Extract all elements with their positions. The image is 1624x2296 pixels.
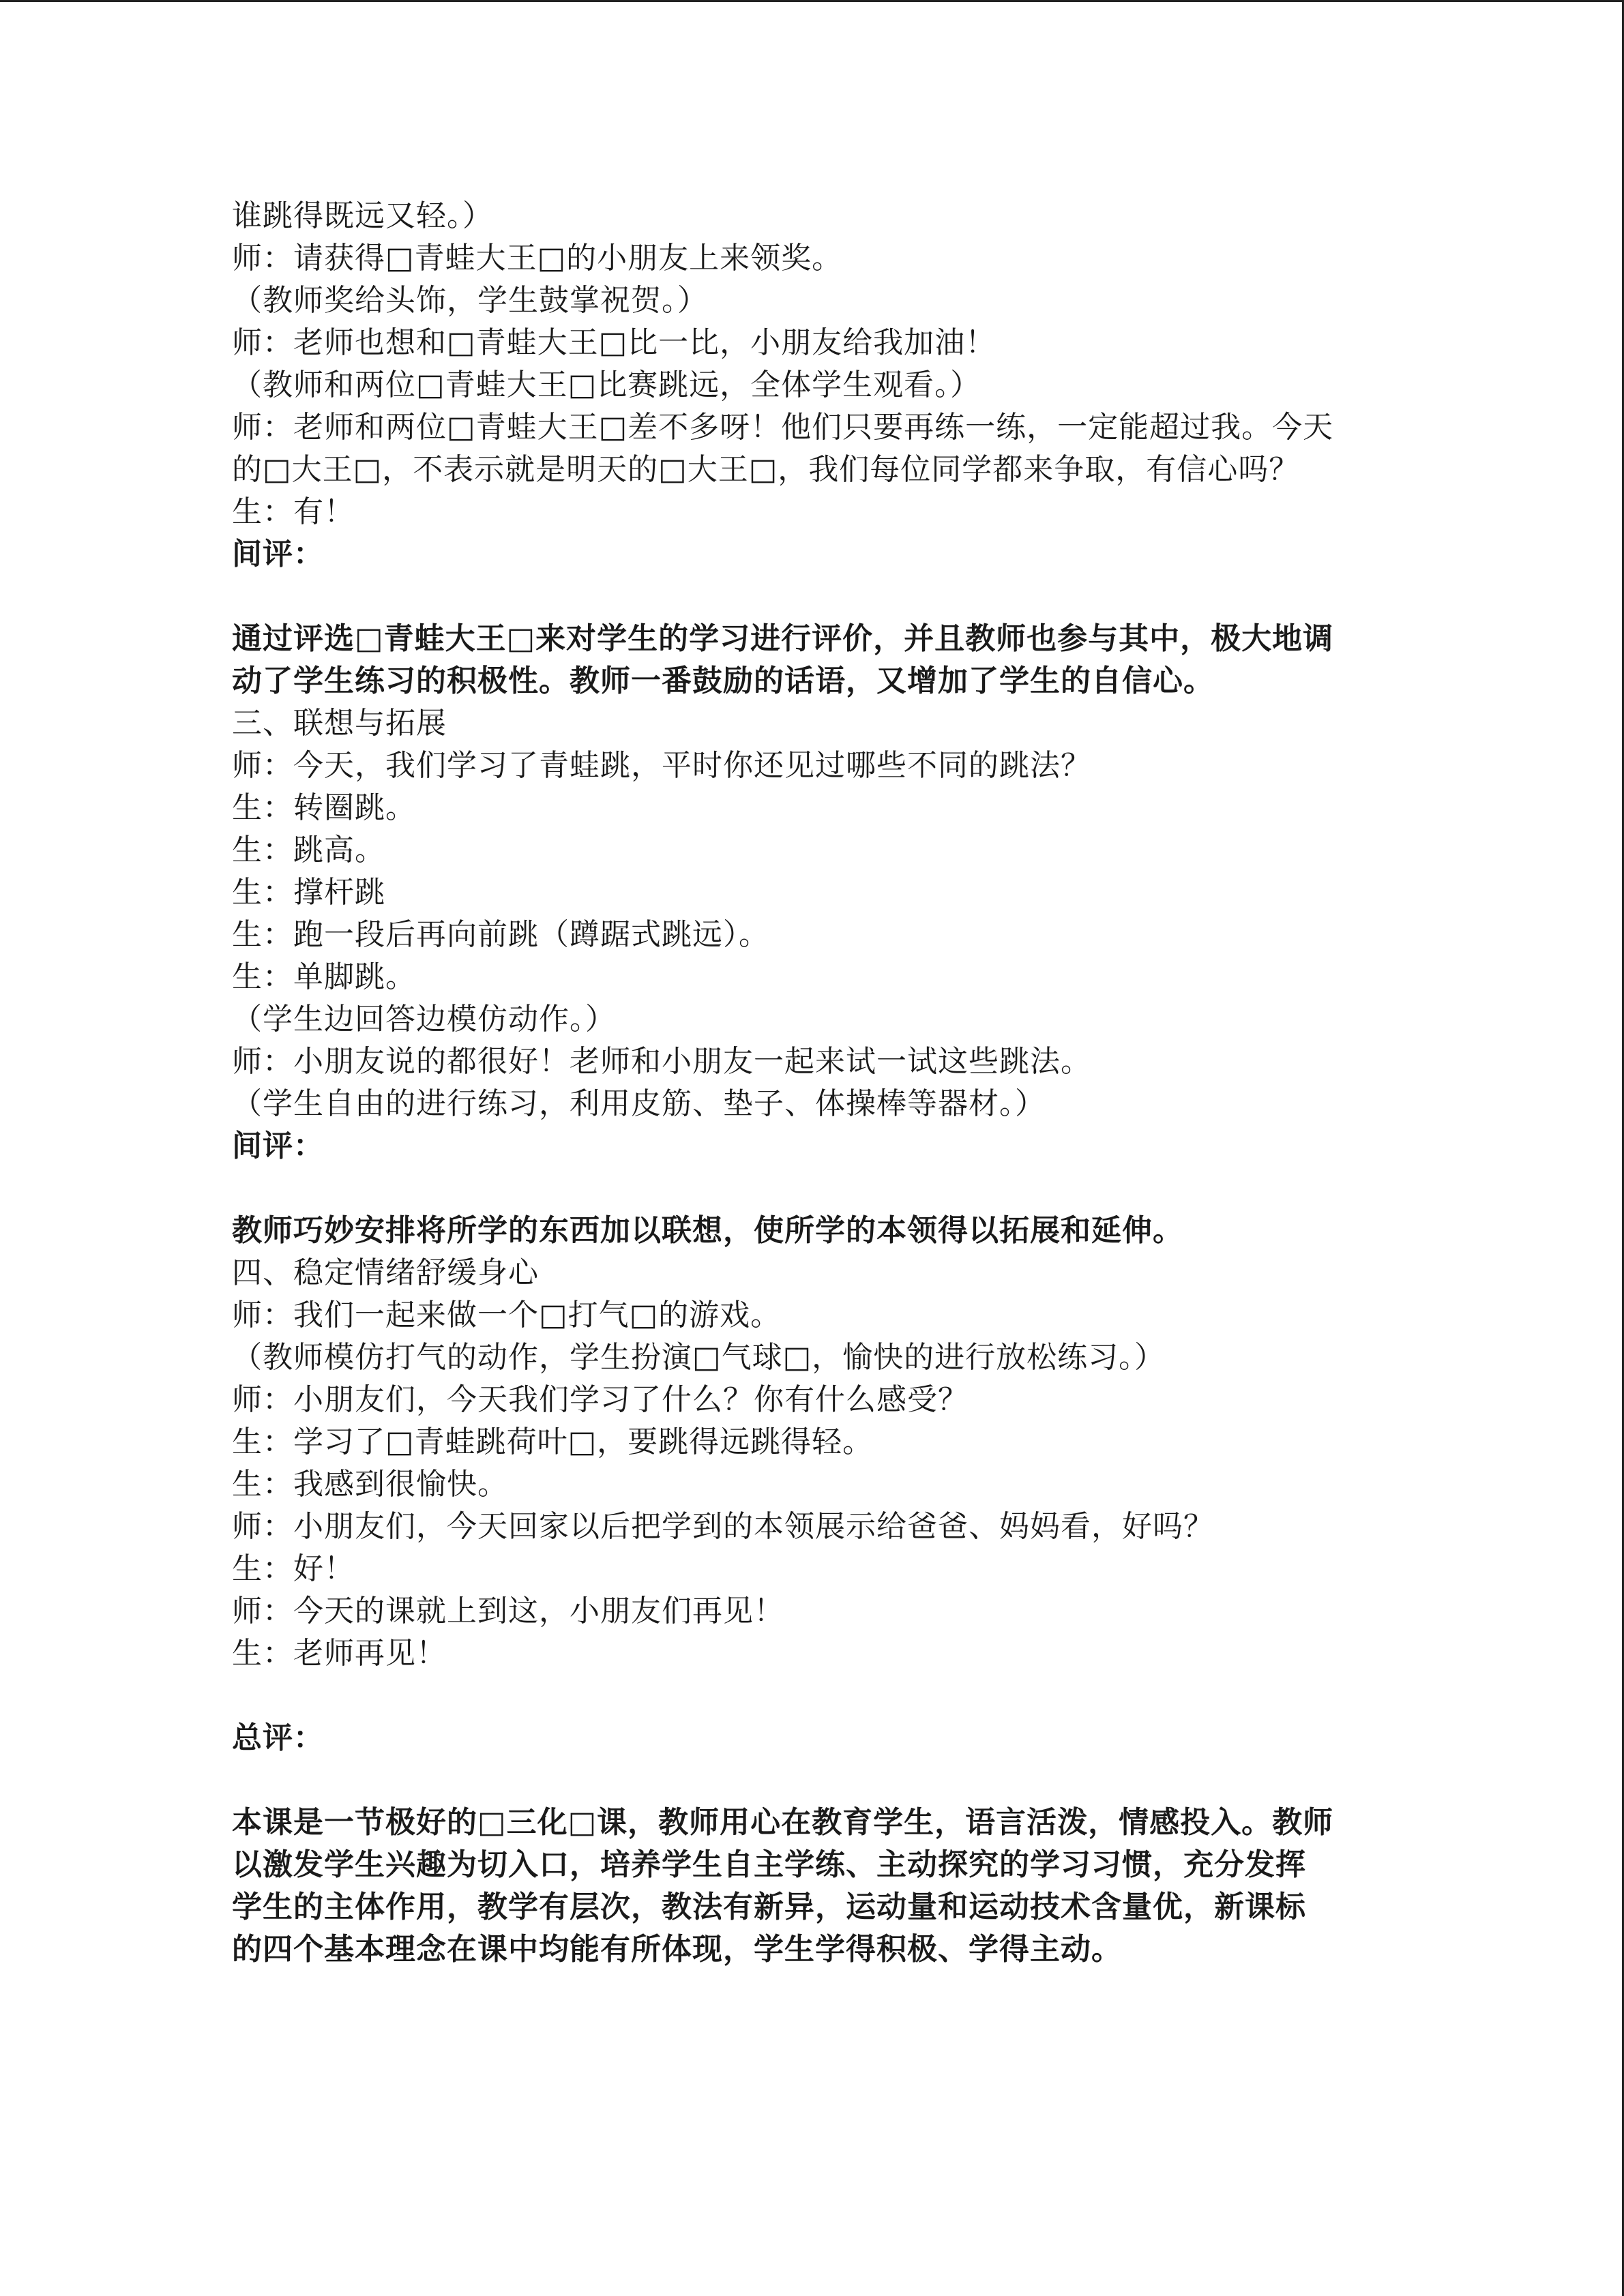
transcript-line: 师：小朋友们，今天回家以后把学到的本领展示给爸爸、妈妈看，好吗？ — [232, 1509, 1214, 1544]
blank-line — [232, 576, 1391, 618]
transcript-line: 师：小朋友们，今天我们学习了什么？你有什么感受？ — [232, 1382, 969, 1417]
commentary-line: 以激发学生兴趣为切入口，培养学生自主学练、主动探究的学习习惯，充分发挥 — [232, 1847, 1306, 1882]
commentary-line: 的四个基本理念在课中均能有所体现，学生学得积极、学得主动。 — [232, 1932, 1122, 1967]
transcript-line: 师：小朋友说的都很好！老师和小朋友一起来试一试这些跳法。 — [232, 1044, 1091, 1079]
blank-line — [232, 1759, 1391, 1802]
commentary-line: 本课是一节极好的□三化□课，教师用心在教育学生，语言活泼，情感投入。教师 — [232, 1805, 1334, 1840]
blank-line — [232, 1167, 1391, 1210]
transcript-line: 生：好！ — [232, 1551, 355, 1586]
page-top-border — [0, 0, 1624, 2]
transcript-line: 生：跳高。 — [232, 833, 385, 867]
transcript-line: 师：我们一起来做一个□打气□的游戏。 — [232, 1298, 782, 1332]
commentary-line: 总评： — [232, 1720, 324, 1755]
transcript-line: 三、联想与拓展 — [232, 706, 447, 741]
transcript-line: 生：学习了□青蛙跳荷叶□，要跳得远跳得轻。 — [232, 1425, 874, 1459]
transcript-line: 的□大王□，不表示就是明天的□大王□，我们每位同学都来争取，有信心吗？ — [232, 452, 1300, 487]
transcript-line: 师：老师也想和□青蛙大王□比一比，小朋友给我加油！ — [232, 325, 996, 360]
transcript-line: 师：老师和两位□青蛙大王□差不多呀！他们只要再练一练，一定能超过我。今天 — [232, 410, 1334, 445]
transcript-line: 四、稳定情绪舒缓身心 — [232, 1255, 539, 1290]
commentary-line: 通过评选□青蛙大王□来对学生的学习进行评价，并且教师也参与其中，极大地调 — [232, 621, 1334, 656]
transcript-line: （学生自由的进行练习，利用皮筋、垫子、体操棒等器材。） — [232, 1086, 1046, 1121]
transcript-line: 生：转圈跳。 — [232, 790, 416, 825]
transcript-line: 生：有！ — [232, 494, 355, 529]
blank-line — [232, 1675, 1391, 1717]
commentary-line: 间评： — [232, 537, 324, 571]
transcript-line: （教师奖给头饰，学生鼓掌祝贺。） — [232, 283, 708, 318]
transcript-line: 师：请获得□青蛙大王□的小朋友上来领奖。 — [232, 241, 843, 275]
transcript-line: （学生边回答边模仿动作。） — [232, 1002, 616, 1037]
commentary-line: 学生的主体作用，教学有层次，教法有新异，运动量和运动技术含量优，新课标 — [232, 1890, 1306, 1924]
transcript-line: 生：撑杆跳 — [232, 875, 385, 910]
transcript-line: 生：老师再见！ — [232, 1636, 447, 1671]
transcript-line: 生：单脚跳。 — [232, 959, 416, 994]
commentary-line: 间评： — [232, 1129, 324, 1163]
transcript-line: 谁跳得既远又轻。） — [232, 198, 493, 233]
commentary-line: 动了学生练习的积极性。教师一番鼓励的话语，又增加了学生的自信心。 — [232, 664, 1214, 698]
transcript-line: 师：今天的课就上到这，小朋友们再见！ — [232, 1594, 784, 1628]
document-body — [232, 195, 1391, 1971]
commentary-line: 教师巧妙安排将所学的东西加以联想，使所学的本领得以拓展和延伸。 — [232, 1213, 1183, 1248]
transcript-line: （教师和两位□青蛙大王□比赛跳远，全体学生观看。） — [232, 368, 981, 402]
transcript-line: 生：我感到很愉快。 — [232, 1467, 508, 1502]
transcript-line: 师：今天，我们学习了青蛙跳，平时你还见过哪些不同的跳法？ — [232, 748, 1091, 783]
transcript-line: （教师模仿打气的动作，学生扮演□气球□，愉快的进行放松练习。） — [232, 1340, 1166, 1375]
transcript-line: 生：跑一段后再向前跳（蹲踞式跳远）。 — [232, 917, 769, 952]
